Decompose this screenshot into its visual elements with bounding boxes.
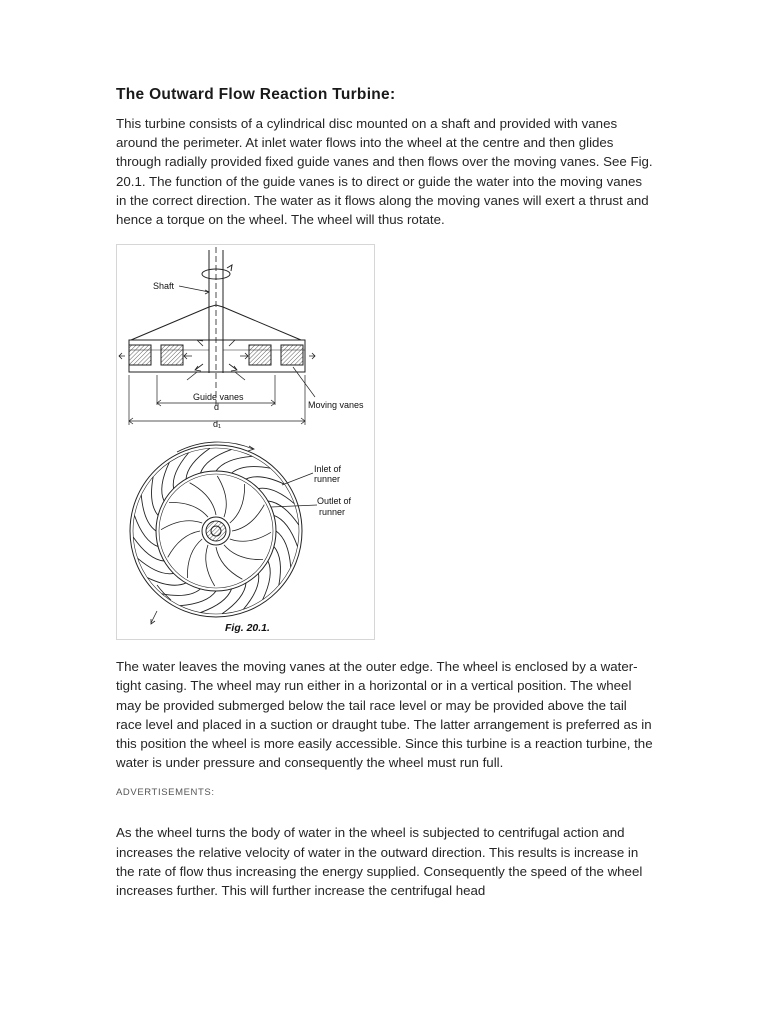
advertisements-label: ADVERTISEMENTS: <box>116 787 215 799</box>
turbine-diagram <box>117 245 374 639</box>
figure-caption: Fig. 20.1. <box>225 622 270 635</box>
label-outlet-line2: runner <box>319 507 346 518</box>
label-d1: d₁ <box>213 419 222 430</box>
label-shaft: Shaft <box>153 281 175 292</box>
article <box>116 86 656 900</box>
paragraph-casing: The water leaves the moving vanes at the outer edge. The wheel is enclosed by a water-tight casing. The wheel may run either in a horizontal or in a vertical position. The wheel may be provided submerged below the tail race level or may be provided above the tail race level and placed in a suction or draught tube. The latter arrangement is preferred as in this position the wheel is more easily accessible. Since this turbine is a reaction turbine, the water is under pressure and consequently the wheel must run full. <box>116 659 653 771</box>
paragraph-centrifugal: As the wheel turns the body of water in the wheel is subjected to centrifugal action and increases the relative velocity of water in the outward direction. This results is increase in the rate of flow thus increasing the energy supplied. Consequently the speed of the wheel increases further. This will further increase the centrifugal head <box>116 825 643 899</box>
label-d: d <box>214 402 220 413</box>
label-inlet-line1: Inlet of <box>314 464 342 475</box>
label-moving-vanes: Moving vanes <box>308 400 364 411</box>
runner-plan <box>130 442 302 624</box>
paragraph-intro: This turbine consists of a cylindrical disc mounted on a shaft and provided with vanes around the perimeter. At inlet water flows into the wheel at the centre and then glides through radially provided fixed guide vanes and then flows over the moving vanes. See Fig. 20.1. The function of the guide vanes is to direct or guide the water into the moving vanes in the correct direction. The water as it flows along the moving vanes will exert a thrust and hence a torque on the wheel. The wheel will thus rotate. <box>116 116 653 228</box>
figure-turbine <box>116 244 375 640</box>
runner-disc <box>119 340 315 380</box>
label-outlet-line1: Outlet of <box>317 496 352 507</box>
label-guide-vanes: Guide vanes <box>193 392 244 403</box>
article-title: The Outward Flow Reaction Turbine: <box>116 86 396 103</box>
label-inlet-line2: runner <box>314 474 341 485</box>
shaft-drawing <box>202 247 232 405</box>
